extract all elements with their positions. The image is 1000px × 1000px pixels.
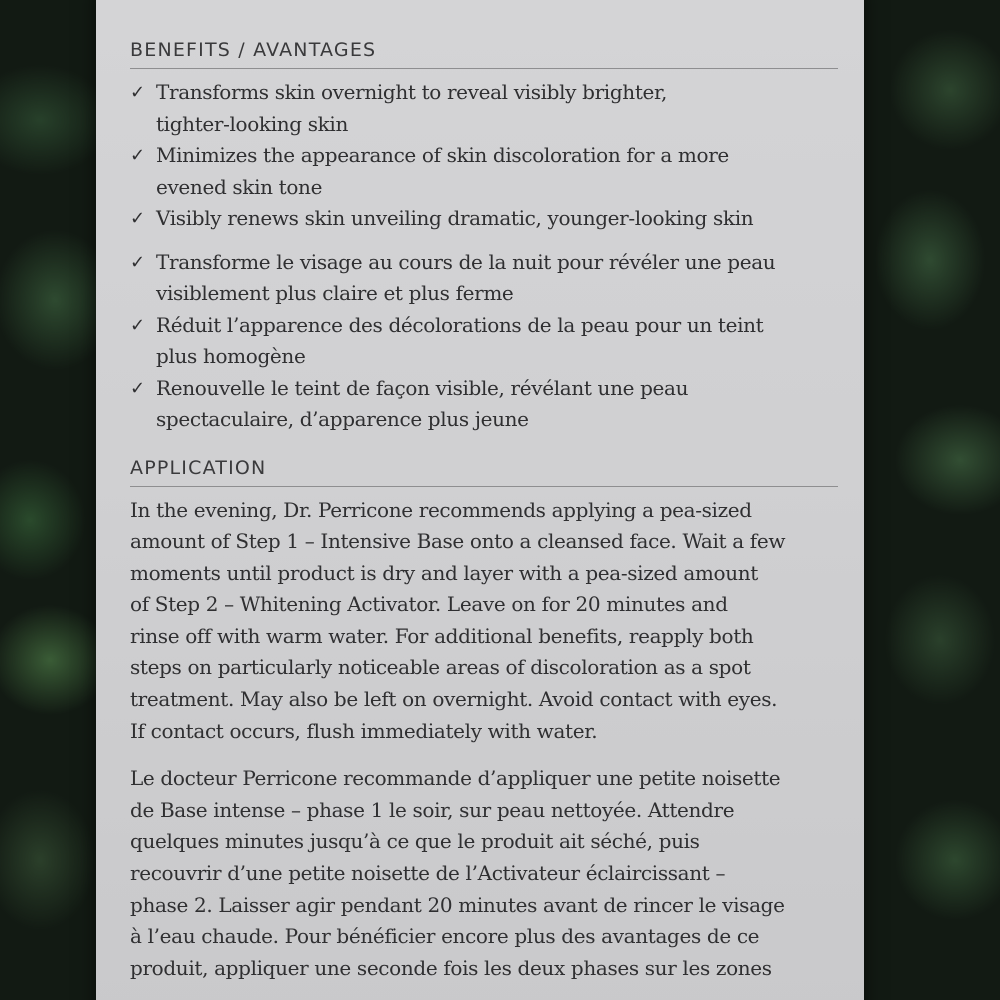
- application-paragraph-french: Le docteur Perricone recommande d’appliquer une petite noisette de Base intense – phase 1 le soir, sur peau nettoyée. Attendre quelques minutes jusqu’à ce que le produit ait séché, puis recouvrir d’une petite noisette de l’Activateur éclaircissant – phase 2. Laisser agir pendant 20 minutes avant de rincer le visage à l’eau chaude. Pour bénéficier encore plus des avantages de ce produit, appliquer une seconde fois les deux phases sur les zones: [130, 766, 785, 980]
- benefits-heading: BENEFITS / AVANTAGES: [130, 38, 838, 69]
- benefit-item: ✓ Visibly renews skin unveiling dramatic, younger-looking skin: [130, 203, 838, 235]
- checkmark-icon: ✓: [130, 377, 145, 399]
- application-paragraph-english: In the evening, Dr. Perricone recommends applying a pea-sized amount of Step 1 – Intensive Base onto a cleansed face. Wait a few moments until product is dry and layer with a pea-sized amount of Step 2 – Whitening Activator. Leave on for 20 minutes and rinse off with warm water. For additional benefits, reapply both steps on particularly noticeable areas of discoloration as a spot treatment. May also be left on overnight. Avoid contact with eyes. If contact occurs, flush immediately with water.: [130, 497, 786, 743]
- benefit-item: ✓ Transforme le visage au cours de la nuit pour révéler une peau visiblement plus claire et plus ferme: [130, 247, 838, 310]
- application-heading: APPLICATION: [130, 456, 838, 487]
- checkmark-icon: ✓: [130, 208, 145, 229]
- checkmark-icon: ✓: [130, 251, 145, 273]
- application-section: [130, 456, 838, 985]
- benefits-list-english: [130, 77, 838, 235]
- benefits-list-french: [130, 247, 838, 436]
- benefit-item: ✓ Transforms skin overnight to reveal visibly brighter, tighter-looking skin: [130, 77, 838, 140]
- benefit-item: ✓ Minimizes the appearance of skin discoloration for a more evened skin tone: [130, 140, 838, 203]
- checkmark-icon: ✓: [130, 314, 145, 336]
- benefit-item: ✓ Réduit l’apparence des décolorations de la peau pour un teint plus homogène: [130, 310, 838, 373]
- insert-content: [130, 38, 838, 984]
- product-insert-card: [96, 0, 864, 1000]
- checkmark-icon: ✓: [130, 82, 145, 103]
- checkmark-icon: ✓: [130, 145, 145, 166]
- benefit-item: ✓ Renouvelle le teint de façon visible, révélant une peau spectaculaire, d’apparence plus jeune: [130, 373, 838, 436]
